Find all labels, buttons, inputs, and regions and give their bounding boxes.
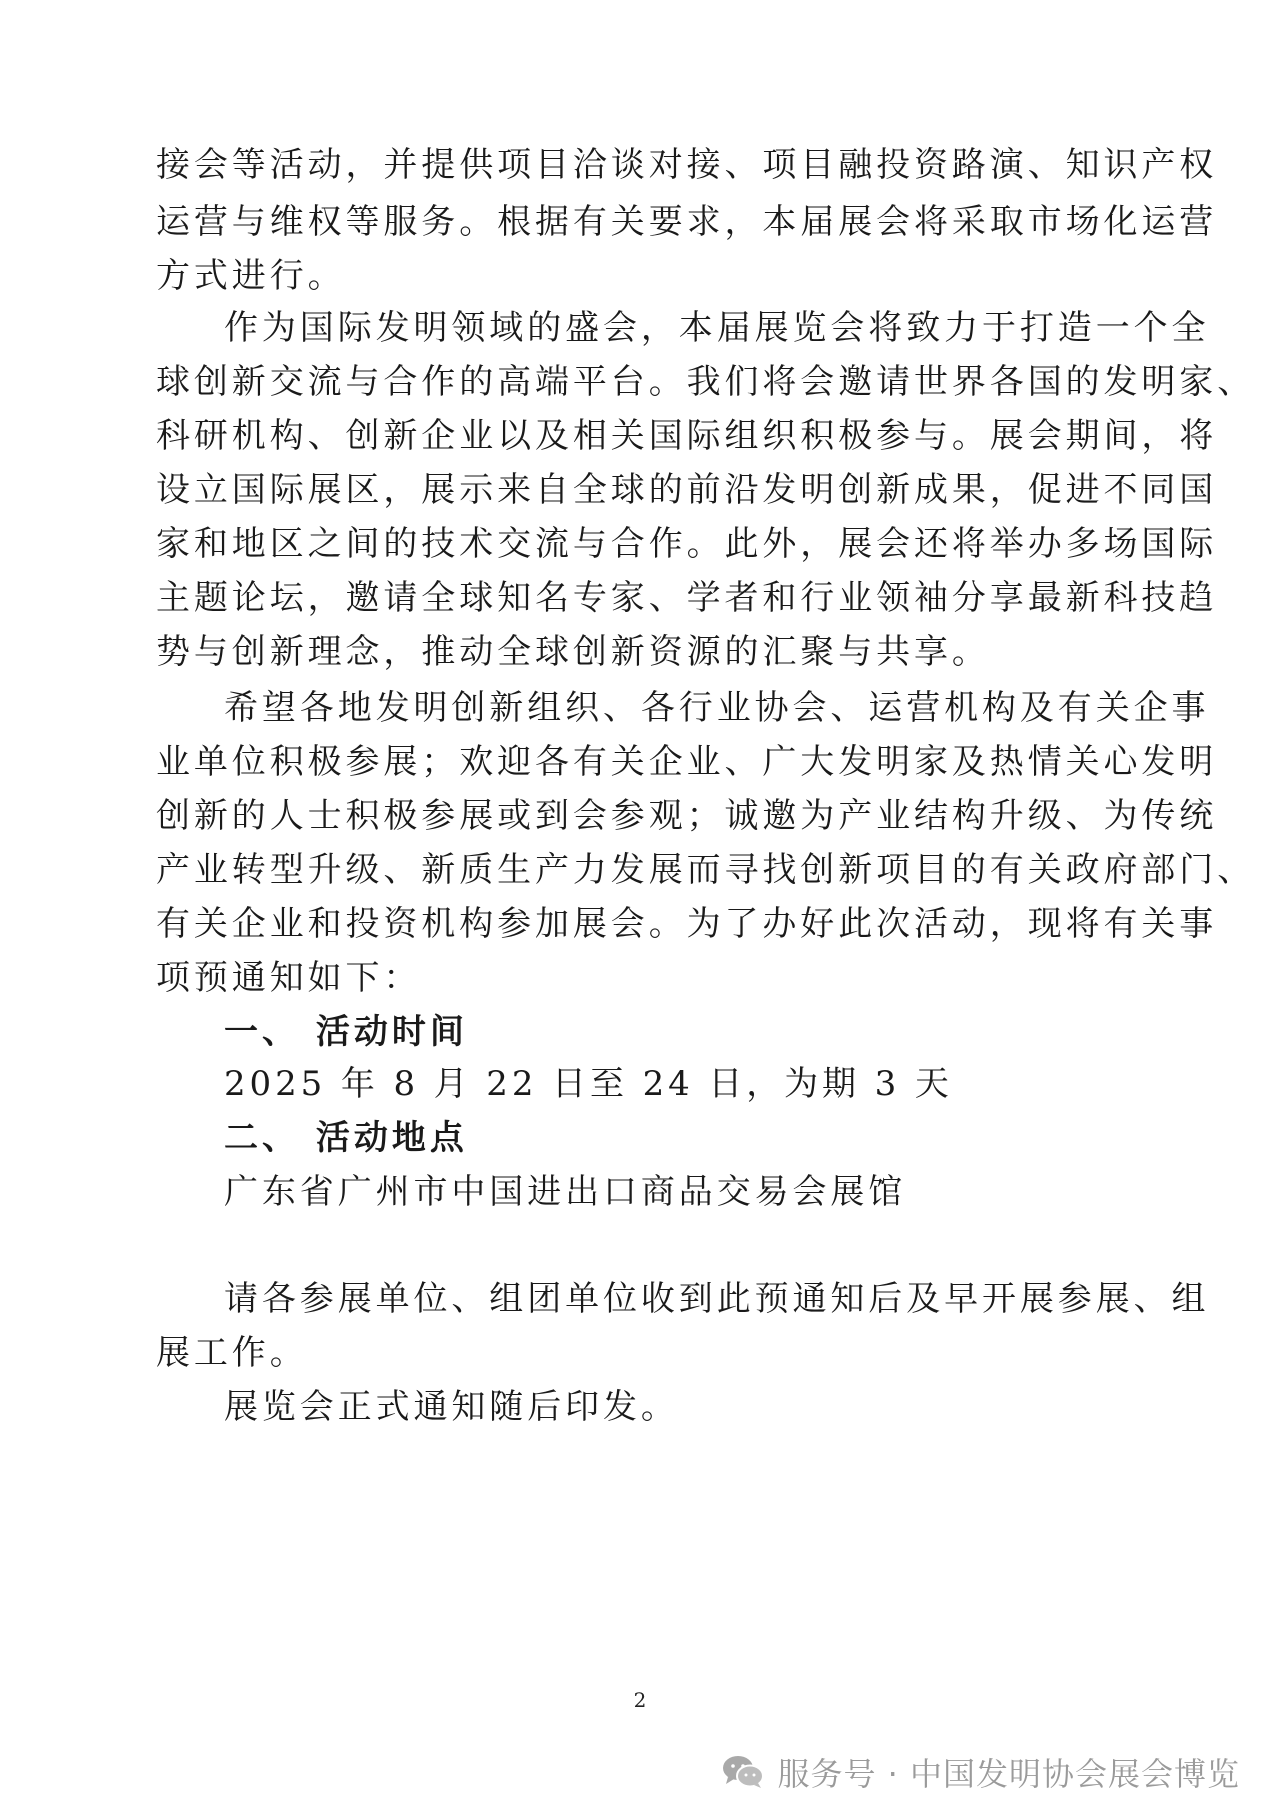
watermark-text: 服务号 · 中国发明协会展会博览: [777, 1755, 1240, 1793]
paragraph-line: 有关企业和投资机构参加展会。为了办好此次活动，现将有关事: [156, 904, 1218, 944]
wechat-icon: [721, 1754, 765, 1790]
paragraph-line: 主题论坛，邀请全球知名专家、学者和行业领袖分享最新科技趋: [156, 578, 1218, 618]
paragraph-line: 运营与维权等服务。根据有关要求，本届展会将采取市场化运营: [156, 202, 1218, 242]
paragraph-line: 展工作。: [156, 1333, 308, 1373]
paragraph-line: 业单位积极参展；欢迎各有关企业、广大发明家及热情关心发明: [156, 742, 1218, 782]
paragraph-line: 作为国际发明领域的盛会，本届展览会将致力于打造一个全: [224, 308, 1210, 348]
paragraph-line: 产业转型升级、新质生产力发展而寻找创新项目的有关政府部门、: [156, 850, 1256, 890]
paragraph-line: 接会等活动，并提供项目洽谈对接、项目融投资路演、知识产权: [156, 145, 1218, 185]
paragraph-line: 项预通知如下：: [156, 958, 422, 998]
paragraph-line: 创新的人士积极参展或到会参观；诚邀为产业结构升级、为传统: [156, 796, 1218, 836]
event-date: 2025 年 8 月 22 日至 24 日，为期 3 天: [224, 1064, 953, 1104]
paragraph-line: 展览会正式通知随后印发。: [224, 1387, 679, 1427]
paragraph-line: 设立国际展区，展示来自全球的前沿发明创新成果，促进不同国: [156, 470, 1218, 510]
paragraph-line: 家和地区之间的技术交流与合作。此外，展会还将举办多场国际: [156, 524, 1218, 564]
page-number: 2: [633, 1688, 647, 1712]
section-heading-location: 二、 活动地点: [224, 1118, 468, 1158]
wechat-watermark: [721, 1750, 1240, 1794]
paragraph-line: 势与创新理念，推动全球创新资源的汇聚与共享。: [156, 632, 990, 672]
paragraph-line: 希望各地发明创新组织、各行业协会、运营机构及有关企事: [224, 688, 1210, 728]
event-location: 广东省广州市中国进出口商品交易会展馆: [224, 1172, 907, 1212]
paragraph-line: 科研机构、创新企业以及相关国际组织积极参与。展会期间，将: [156, 416, 1218, 456]
paragraph-line: 请各参展单位、组团单位收到此预通知后及早开展参展、组: [224, 1279, 1210, 1319]
paragraph-line: 球创新交流与合作的高端平台。我们将会邀请世界各国的发明家、: [156, 362, 1256, 402]
paragraph-line: 方式进行。: [156, 256, 346, 296]
section-heading-time: 一、 活动时间: [224, 1012, 468, 1052]
